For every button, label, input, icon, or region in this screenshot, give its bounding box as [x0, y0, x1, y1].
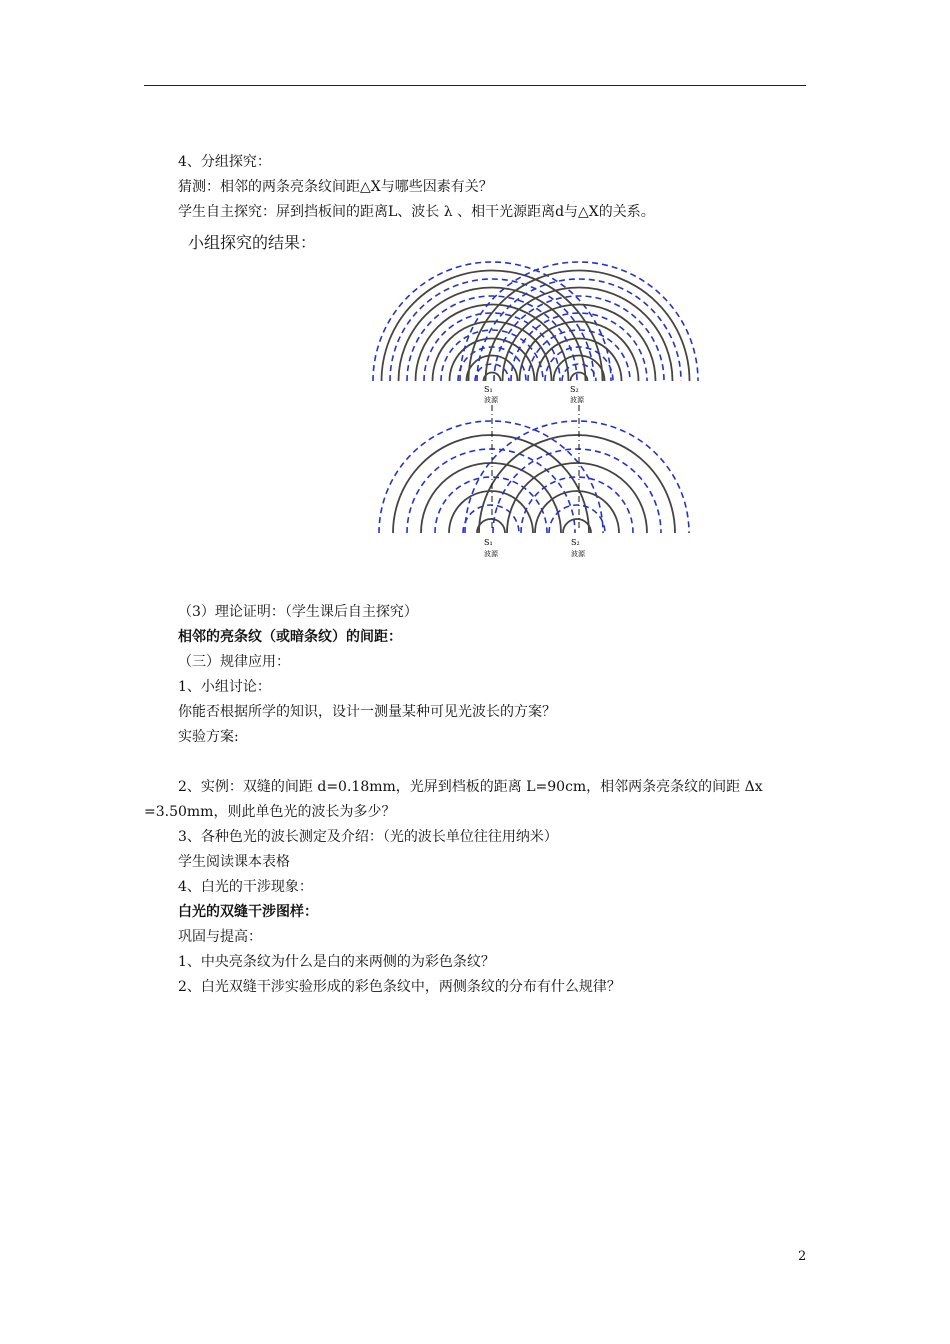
text-line: （三）规律应用： — [178, 654, 290, 670]
text-line: 猜测：相邻的两条亮条纹间距△X与哪些因素有关？ — [178, 179, 493, 195]
top-s2-crest-arc — [554, 356, 605, 381]
bottom-s1-crest-arc — [449, 491, 533, 533]
text-line: =3.50mm，则此单色光的波长为多少？ — [144, 804, 396, 820]
top-s1-label: S₁ — [484, 385, 493, 394]
text-line: 实验方案: — [178, 729, 239, 745]
text-line: 1、中央亮条纹为什么是白的来两侧的为彩色条纹？ — [178, 954, 495, 970]
bottom-s2-sub: 波源 — [571, 550, 585, 558]
bottom-s2-crest-arc — [535, 491, 619, 533]
text-line: 4、分组探究： — [178, 154, 271, 170]
bold-line: 相邻的亮条纹（或暗条纹）的间距： — [178, 629, 402, 645]
top-s1-trough-arc — [390, 279, 594, 381]
top-s1-sub: 波源 — [484, 396, 498, 404]
top-s2-trough-arc — [477, 279, 681, 381]
text-line: 3、各种色光的波长测定及介绍：（光的波长单位往往用纳米） — [178, 829, 558, 845]
bottom-s1-crest-arc — [477, 519, 505, 533]
top-s1-crest-arc — [467, 356, 518, 381]
page-number: 2 — [798, 1249, 807, 1264]
bold-line: 白光的双缝干涉图样： — [178, 904, 318, 920]
top-s2-sub: 波源 — [570, 396, 584, 404]
text-line: 4、白光的干涉现象： — [178, 879, 313, 895]
text-line: 1、小组讨论： — [178, 679, 271, 695]
text-line: 学生自主探究：屏到挡板间的距离L、波长 λ 、相干光源距离d与△X的关系。 — [178, 204, 655, 220]
text-line: （3）理论证明：（学生课后自主探究） — [178, 604, 418, 620]
bottom-wave-pattern — [379, 421, 689, 533]
bottom-s2-label: S₂ — [571, 538, 580, 547]
text-line: 你能否根据所学的知识，设计一测量某种可见光波长的方案？ — [178, 704, 556, 720]
top-wave-pattern — [373, 262, 698, 381]
bottom-s1-sub: 波源 — [484, 550, 498, 558]
text-line: 学生阅读课本表格 — [178, 854, 290, 870]
section-heading: 小组探究的结果： — [188, 233, 317, 252]
text-line: 2、实例：双缝的间距 d=0.18mm，光屏到档板的距离 L=90cm，相邻两条亮条纹的间距 Δx — [178, 779, 763, 795]
bottom-s2-crest-arc — [563, 519, 591, 533]
bottom-s1-label: S₁ — [484, 538, 493, 547]
text-line: 巩固与提高： — [178, 929, 262, 945]
top-s2-label: S₂ — [570, 385, 579, 394]
text-line: 2、白光双缝干涉实验形成的彩色条纹中，两侧条纹的分布有什么规律？ — [178, 979, 621, 995]
